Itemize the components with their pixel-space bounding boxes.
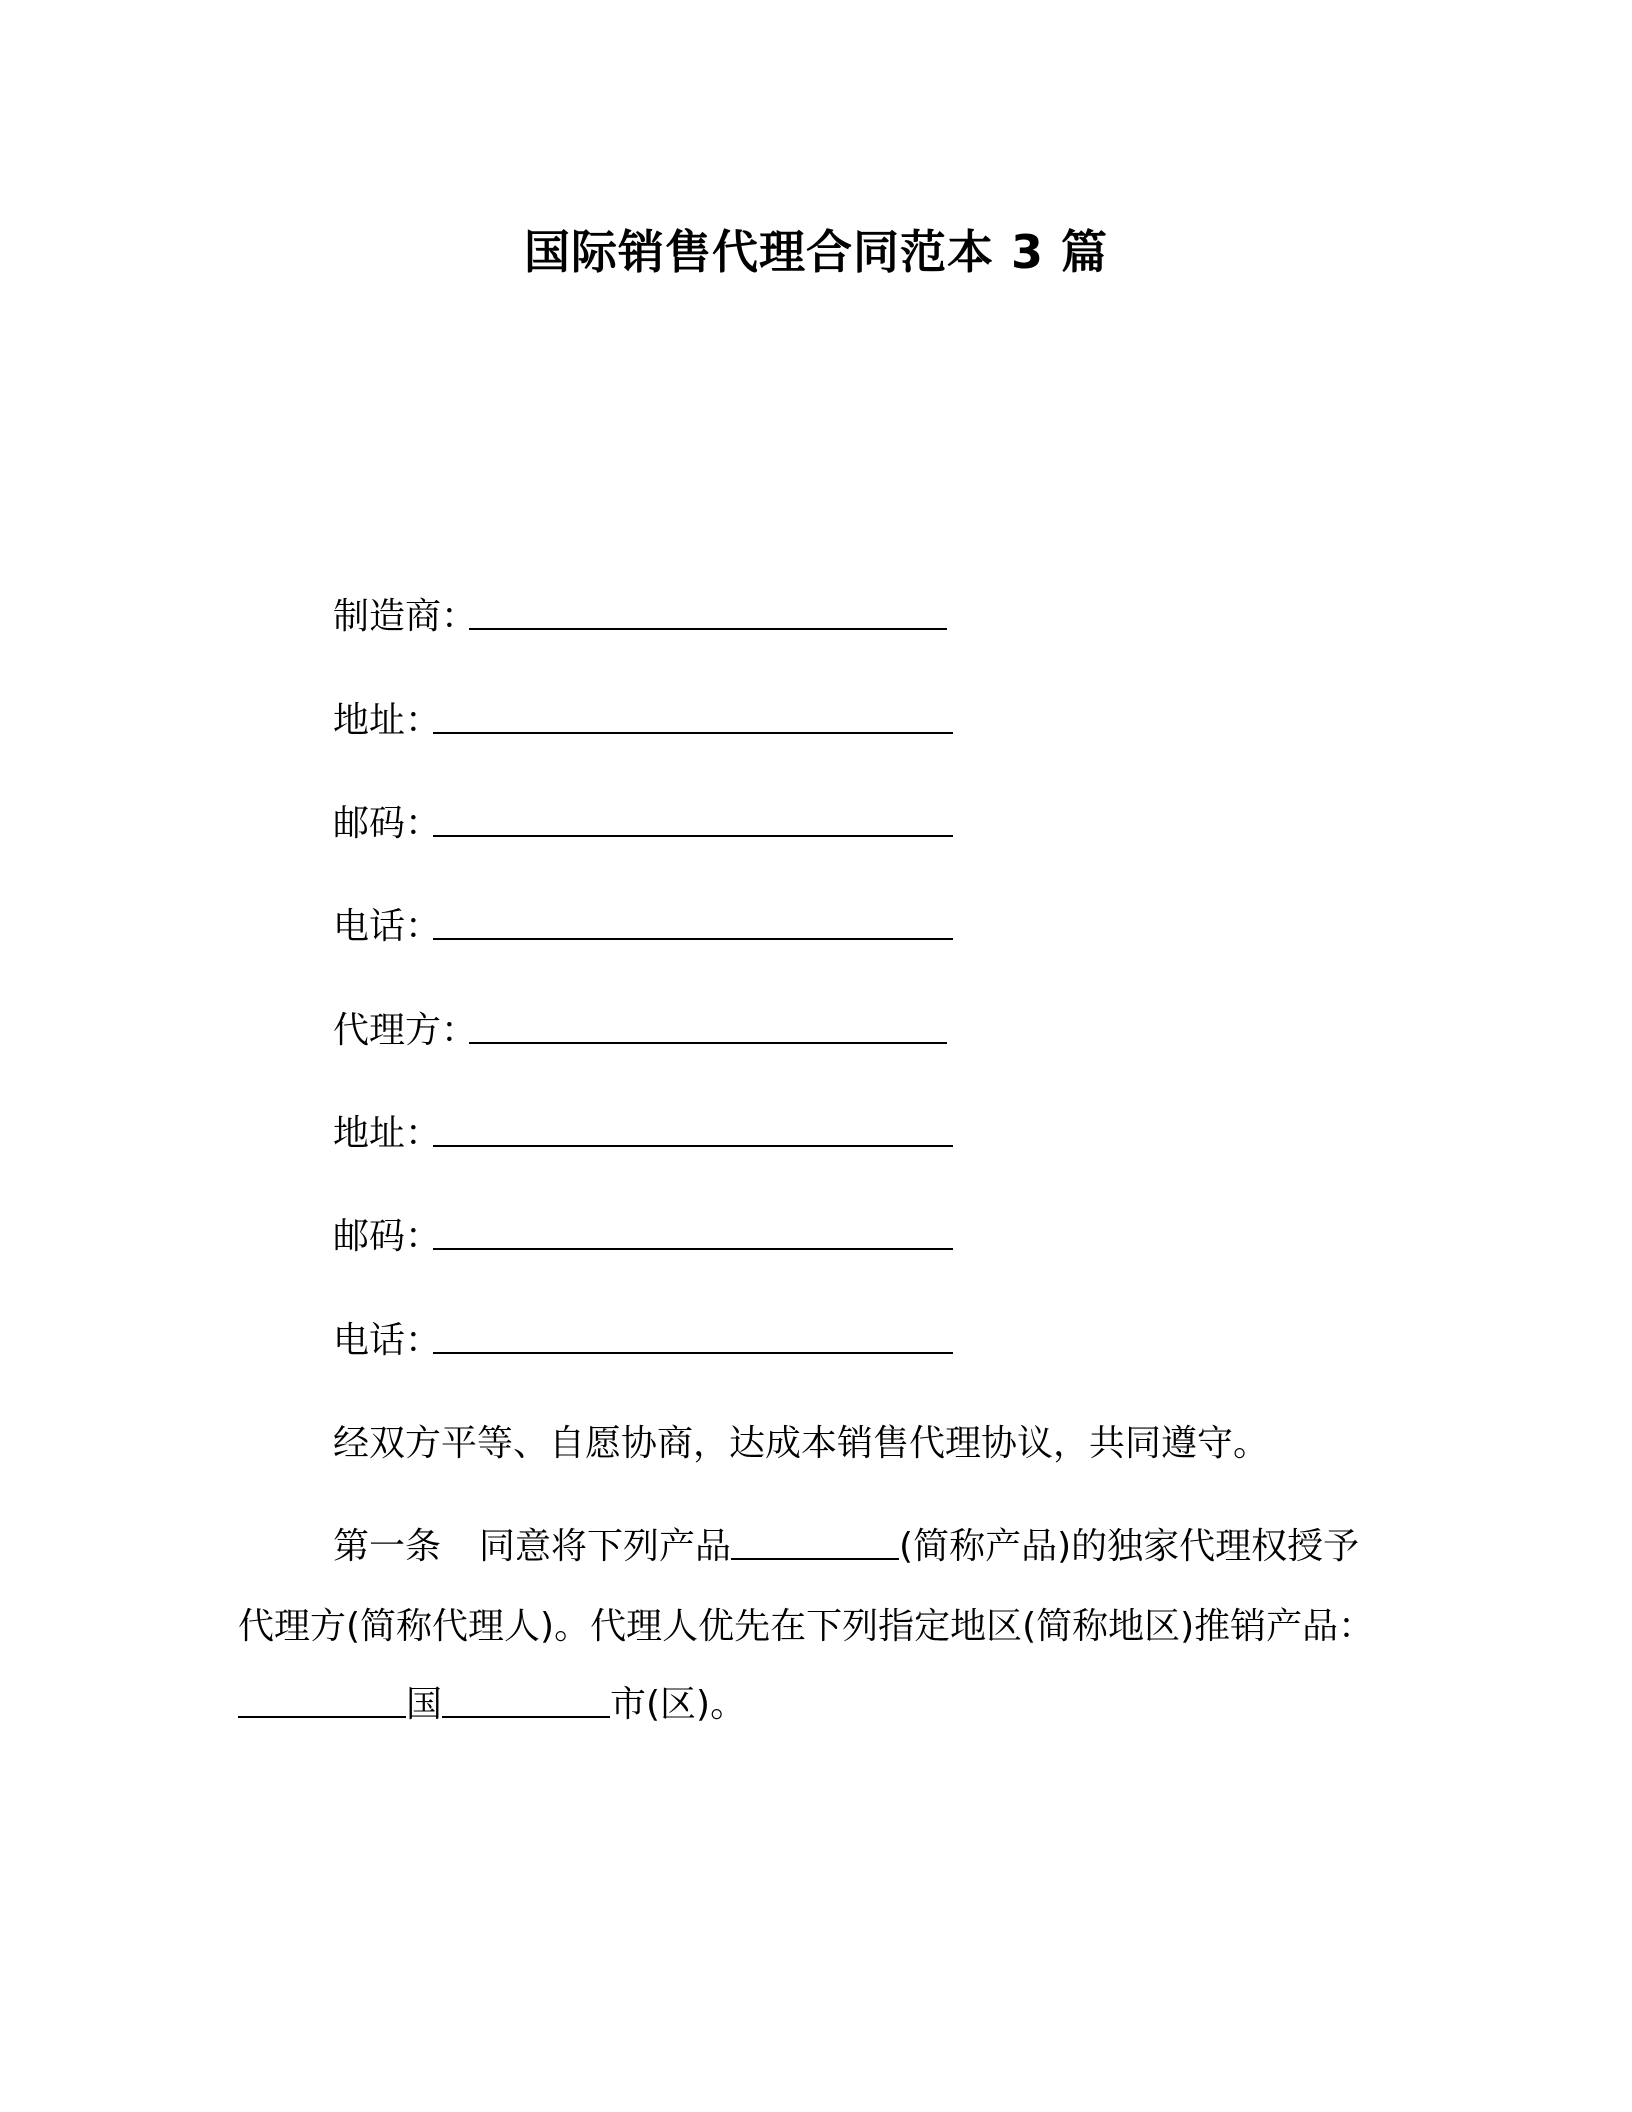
agent-postcode-blank[interactable] [433, 1212, 953, 1250]
country-blank[interactable] [238, 1680, 406, 1718]
article-1-heading: 第一条 [333, 1526, 442, 1567]
colon: ： [405, 1320, 442, 1361]
manufacturer-address-label: 地址 [333, 700, 406, 741]
article-1-line-1 [333, 1522, 1359, 1572]
intro-paragraph: 经双方平等、自愿协商，达成本销售代理协议，共同遵守。 [333, 1423, 1270, 1464]
agent-postcode-field [333, 1212, 953, 1262]
manufacturer-phone-blank[interactable] [433, 902, 953, 940]
product-blank[interactable] [731, 1522, 899, 1560]
agent-address-field [333, 1109, 953, 1159]
manufacturer-address-blank[interactable] [433, 696, 953, 734]
agent-name-field [333, 1006, 947, 1056]
colon: ： [405, 700, 442, 741]
agent-name-label: 代理方 [333, 1010, 442, 1051]
manufacturer-name-blank[interactable] [469, 592, 947, 630]
manufacturer-name-label: 制造商 [333, 596, 442, 637]
manufacturer-postcode-field [333, 799, 953, 849]
colon: ： [405, 803, 442, 844]
manufacturer-postcode-blank[interactable] [433, 799, 953, 837]
article-1-line-2: 代理方(简称代理人)。代理人优先在下列指定地区(简称地区)推销产品： [238, 1606, 1375, 1647]
colon: ： [405, 906, 442, 947]
colon: ： [405, 1113, 442, 1154]
agent-address-label: 地址 [333, 1113, 406, 1154]
article-1-text-part1: 同意将下列产品 [479, 1526, 732, 1567]
agent-name-blank[interactable] [469, 1006, 947, 1044]
colon: ： [405, 1216, 442, 1257]
agent-phone-field [333, 1316, 953, 1366]
colon: ： [441, 596, 478, 637]
manufacturer-phone-label: 电话 [333, 906, 406, 947]
colon: ： [441, 1010, 478, 1051]
agent-phone-blank[interactable] [433, 1316, 953, 1354]
manufacturer-phone-field [333, 902, 953, 952]
article-1-text-part2: (简称产品)的独家代理权授予 [899, 1526, 1360, 1567]
manufacturer-name-field [333, 592, 947, 642]
document-title: 国际销售代理合同范本 3 篇 [523, 225, 1109, 279]
agent-postcode-label: 邮码 [333, 1216, 406, 1257]
country-suffix: 国 [406, 1684, 443, 1725]
manufacturer-postcode-label: 邮码 [333, 803, 406, 844]
agent-address-blank[interactable] [433, 1109, 953, 1147]
article-1-line-3 [238, 1680, 746, 1730]
city-blank[interactable] [442, 1680, 610, 1718]
agent-phone-label: 电话 [333, 1320, 406, 1361]
city-suffix: 市(区)。 [610, 1684, 747, 1725]
manufacturer-address-field [333, 696, 953, 746]
